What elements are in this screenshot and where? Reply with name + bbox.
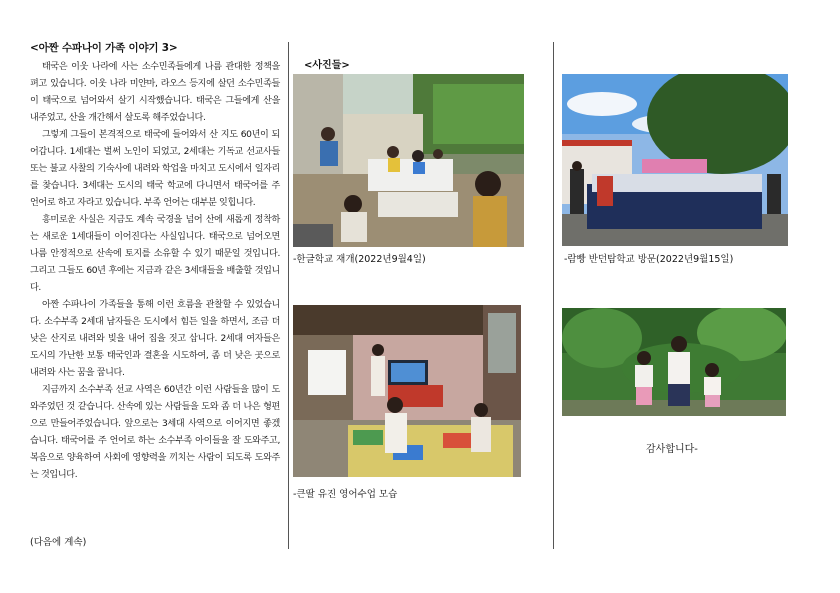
article-paragraph: 태국은 이웃 나라에 사는 소수민족들에게 나름 관대한 정책을 펴고 있습니다. 이웃 나라 미얀마, 라오스 등지에 살던 소수민족들이 태국으로 넘어와서 살기 시작했습니다. 태국은 그들에게 산을 내주었고, 산을 개간해서 살도록 해주었습니다.	[30, 62, 280, 123]
photo-children	[562, 308, 786, 416]
photo-caption: -람빵 반던탐학교 방문(2022년9월15일)	[564, 254, 734, 265]
article-title: <아짠 수파나이 가족 이야기 3>	[30, 42, 178, 54]
thanks-note: 감사합니다-	[646, 444, 698, 455]
column-divider	[288, 42, 289, 549]
column-divider	[553, 42, 554, 549]
photo-caption: -큰딸 유진 영어수업 모습	[293, 489, 398, 500]
article-paragraph: 지금까지 소수부족 선교 사역은 60년간 이런 사람들을 많이 도와주었던 것 같습니다. 산속에 있는 사람들을 도와 좀 더 나은 형편으로 만들어주었습니다. 앞으로는 3세대 사역으로 이어지면 좋겠습니다. 태국어를 주 언어로 하는 소수부족 아이들을 잘 도와주고, 복음으로 양육하여 사회에 영향력을 끼치는 사람이 되도록 도와주는 것입니다.	[30, 385, 280, 480]
article-paragraph: 아짠 수파나이 가족들을 통해 이런 흐름을 관찰할 수 있었습니다. 소수부족 2세대 남자들은 도시에서 힘든 일을 하면서, 조금 더 낮은 산지로 내려와 빚을 내어 집을 짓고 삽니다. 2세대 여자들은 도시의 가난한 보통 태국인과 결혼을 시도하여, 좀 더 낮은 곳으로 내려와 사는 꿈을 꿉니다.	[30, 300, 280, 378]
continued-note: (다음에 계속)	[30, 537, 87, 548]
photo-school-visit	[562, 74, 788, 246]
photos-heading: <사진들>	[304, 60, 350, 71]
photo-english-class	[293, 305, 521, 477]
article-paragraph: 흥미로운 사실은 지금도 계속 국경을 넘어 산에 새롭게 정착하는 새로운 1세대들이 이어진다는 사실입니다. 태국으로 넘어오면 나름 안정적으로 산속에 토지를 소유할 수 있기 때문일 것입니다. 그리고 그들도 60년 후에는 지금과 같은 3세대들을 배출할 것입니다.	[30, 215, 280, 293]
photo-caption: -한글학교 재개(2022년9월4일)	[293, 254, 426, 265]
article-paragraph: 그렇게 그들이 본격적으로 태국에 들어와서 산 지도 60년이 되어갑니다. 1세대는 벌써 노인이 되었고, 2세대는 기독교 선교사들 또는 불교 사찰의 기숙사에 내려와 학업을 마치고 도시에서 일자리를 찾습니다. 3세대는 도시의 태국 학교에 다니면서 태국어를 주 언어로 하고 자라고 있습니다. 부족 언어는 대부분 잊힙니다.	[30, 130, 280, 208]
photo-korean-school	[293, 74, 524, 247]
article-column	[30, 40, 280, 484]
